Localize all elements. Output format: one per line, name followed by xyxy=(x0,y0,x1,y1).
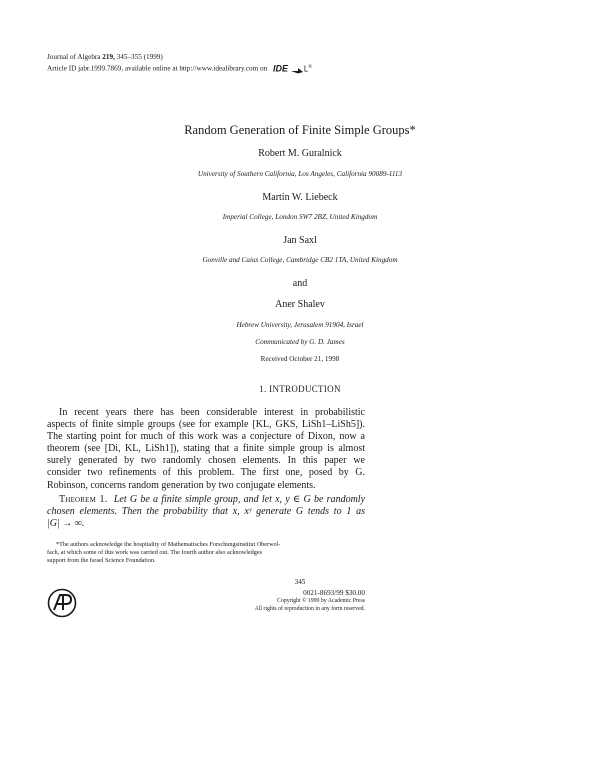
paragraph-line: surely generated by two randomly chosen elements. In this paper we xyxy=(47,455,365,467)
author-affiliation: University of Southern California, Los Angeles, California 90089-1113 xyxy=(197,170,403,178)
ideal-logo-text: IDE xyxy=(273,63,289,74)
article-line xyxy=(47,63,312,74)
footnote-line: fach, at which some of this work was carried out. The fourth author also acknowledges xyxy=(47,549,263,556)
ideal-logo: IDE L® xyxy=(273,63,313,74)
rights-line: All rights of reproduction in any form reserved. xyxy=(254,605,365,612)
author-name: Martin W. Liebeck xyxy=(262,192,338,203)
intro-paragraph xyxy=(47,407,365,492)
theorem-block xyxy=(47,494,365,530)
theorem-label: Theorem 1. xyxy=(59,494,108,505)
author-affiliation: Imperial College, London SW7 2BZ, United Kingdom xyxy=(222,213,378,221)
article-id-text: Article ID jabr.1999.7869, available online at http://www.idealibrary.com on xyxy=(47,64,268,73)
footnote-line: support from the Israel Science Foundation. xyxy=(47,557,156,564)
author-name: Robert M. Guralnick xyxy=(258,148,342,159)
footnote xyxy=(47,541,365,565)
journal-pages-year: 345–355 (1999) xyxy=(116,53,163,61)
journal-volume: 219, xyxy=(102,53,115,61)
academic-press-logo-icon xyxy=(47,588,77,618)
page-number: 345 xyxy=(294,578,306,586)
ideal-arrow-icon xyxy=(290,65,304,74)
footnote-line: *The authors acknowledge the hospitality of Mathematisches Forschungsinstitut Oberwol- xyxy=(56,541,281,548)
section-heading: 1. INTRODUCTION xyxy=(259,384,341,394)
copyright-block xyxy=(200,588,365,613)
paragraph-line: consider two refinements of this problem. The first one, posed by G. xyxy=(47,467,365,479)
theorem-line: |G| → ∞. xyxy=(47,518,85,530)
author-affiliation: Hebrew University, Jerusalem 91904, Israel xyxy=(236,321,364,329)
paragraph-line: The starting point for much of this work was a conjecture of Dixon, now a xyxy=(47,431,365,443)
author-affiliation: Gonville and Caius College, Cambridge CB2 1TA, United Kingdom xyxy=(202,256,398,264)
paragraph-line: aspects of finite simple groups (see for example [KL, GKS, LiSh1–LiSh5]). xyxy=(47,419,365,431)
communicated-by: Communicated by G. D. James xyxy=(255,338,345,346)
ideal-logo-suffix: L xyxy=(303,64,309,74)
theorem-line: chosen elements. Then the probability that x, xʸ generate G tends to 1 as xyxy=(47,506,365,518)
academic-press-logo xyxy=(47,588,77,618)
journal-name: Journal of Algebra xyxy=(47,53,101,61)
journal-line xyxy=(47,52,163,62)
author-name: Aner Shalev xyxy=(275,299,325,310)
price-code: 0021-8693/99 $30.00 xyxy=(303,589,365,597)
and-word: and xyxy=(292,278,308,289)
paper-title: Random Generation of Finite Simple Groups* xyxy=(184,123,416,137)
theorem-text: Let G be a finite simple group, and let x, y ∈ G be randomly xyxy=(113,494,366,505)
received-date: Received October 21, 1998 xyxy=(260,355,340,363)
paragraph-line: Robinson, concerns random generation by two conjugate elements. xyxy=(47,479,316,491)
theorem-line xyxy=(47,494,365,506)
copyright-line: Copyright © 1999 by Academic Press xyxy=(277,598,365,604)
author-name: Jan Saxl xyxy=(283,235,317,246)
paragraph-line: In recent years there has been considerable interest in probabilistic xyxy=(59,407,365,418)
paragraph-line: theorem (see [Di, KL, LiSh1]), stating that a finite simple group is almost xyxy=(47,443,365,455)
